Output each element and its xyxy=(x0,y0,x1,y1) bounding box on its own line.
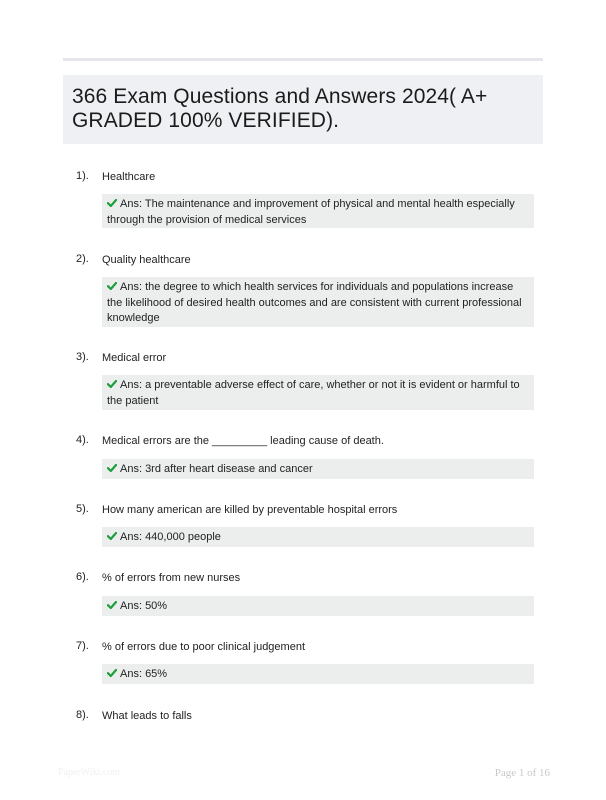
question-text: How many american are killed by preventable hospital errors xyxy=(102,504,398,516)
answer-box xyxy=(102,459,534,479)
question-text: Quality healthcare xyxy=(102,254,191,266)
title-banner xyxy=(63,75,543,144)
question-text: Healthcare xyxy=(102,171,156,183)
answer-box xyxy=(102,664,534,684)
question-number: 8). xyxy=(76,709,89,721)
question-number: 7). xyxy=(76,640,89,652)
question-text: % of errors from new nurses xyxy=(102,572,241,584)
answer-text: Ans: the degree to which health services for individuals and populations increase the likelihood of desired health outcomes and are consistent with current professional knowledge xyxy=(107,281,522,324)
answer-text: Ans: 50% xyxy=(120,600,168,612)
answer-box xyxy=(102,527,534,547)
check-icon xyxy=(107,379,117,389)
question-number: 1). xyxy=(76,170,89,182)
answer-box xyxy=(102,277,534,327)
document-title: 366 Exam Questions and Answers 2024( A+ GRADED 100% VERIFIED). xyxy=(72,85,488,132)
question-number: 5). xyxy=(76,503,89,515)
top-divider xyxy=(63,58,543,61)
question-number: 2). xyxy=(76,253,89,265)
page-number: Page 1 of 16 xyxy=(494,767,550,779)
answer-box xyxy=(102,194,534,228)
answer-box xyxy=(102,596,534,616)
question-text: What leads to falls xyxy=(102,710,192,722)
question-number: 6). xyxy=(76,571,89,583)
question-number: 3). xyxy=(76,351,89,363)
watermark: PaperWiki.com xyxy=(58,767,121,778)
check-icon xyxy=(107,463,117,473)
question-number: 4). xyxy=(76,434,89,446)
question-text: % of errors due to poor clinical judgement xyxy=(102,641,305,653)
answer-text: Ans: 440,000 people xyxy=(120,531,221,543)
check-icon xyxy=(107,668,117,678)
answer-box xyxy=(102,375,534,410)
answer-text: Ans: a preventable adverse effect of care, whether or not it is evident or harmful to the patient xyxy=(107,379,520,407)
check-icon xyxy=(107,531,117,541)
answer-text: Ans: 3rd after heart disease and cancer xyxy=(120,463,313,475)
answer-text: Ans: The maintenance and improvement of physical and mental health especially through the provision of medical services xyxy=(107,198,515,226)
check-icon xyxy=(107,198,117,208)
check-icon xyxy=(107,281,117,291)
check-icon xyxy=(107,600,117,610)
question-text: Medical errors are the _________ leading cause of death. xyxy=(102,435,384,447)
answer-text: Ans: 65% xyxy=(120,668,168,680)
question-text: Medical error xyxy=(102,352,167,364)
